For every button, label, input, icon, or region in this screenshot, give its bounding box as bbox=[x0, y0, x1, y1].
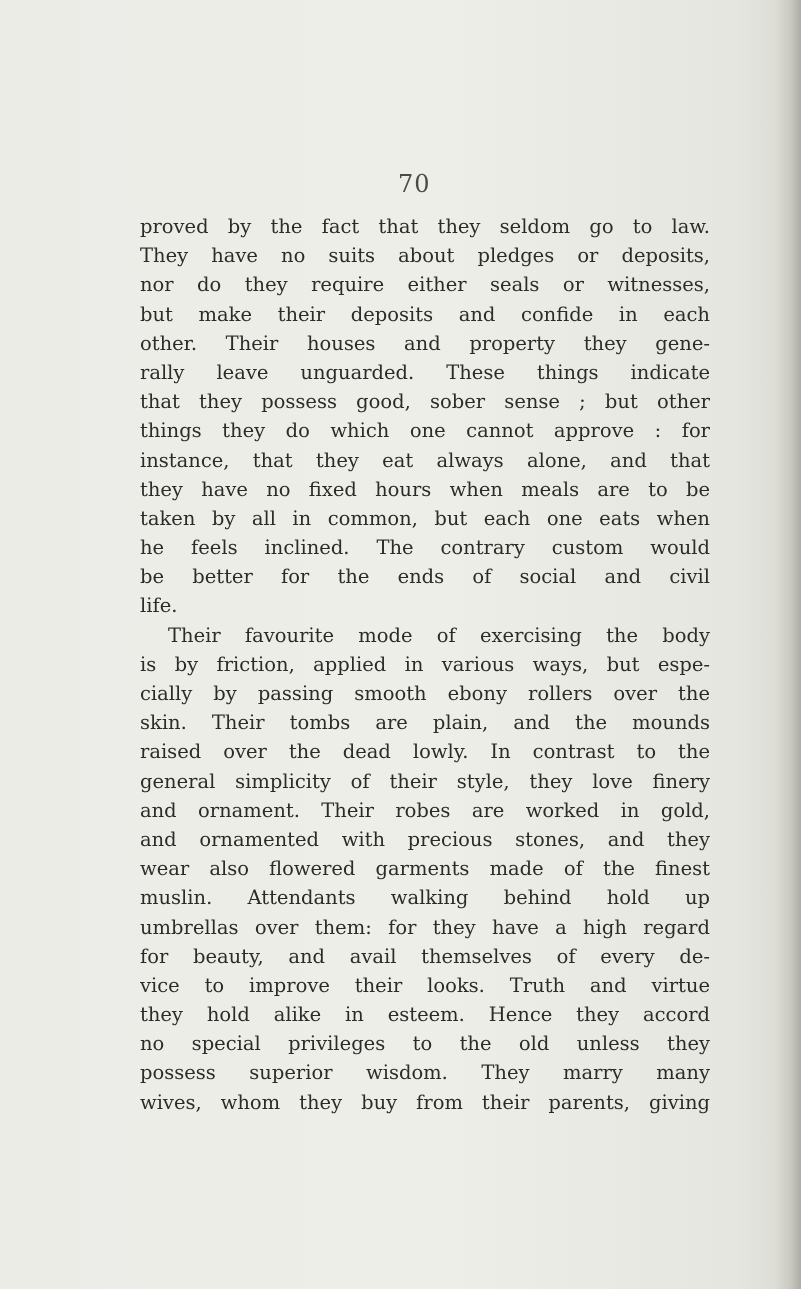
text-line: and ornament. Their robes are worked in gold, bbox=[140, 798, 710, 822]
text-line: he feels inclined. The contrary custom would bbox=[140, 536, 710, 560]
text-line: possess superior wisdom. They marry many bbox=[140, 1061, 710, 1085]
text-line: taken by all in common, but each one eats when bbox=[140, 506, 710, 530]
text-line: skin. Their tombs are plain, and the mounds bbox=[140, 711, 710, 735]
text-line: nor do they require either seals or witnesses, bbox=[140, 273, 710, 297]
text-line: general simplicity of their style, they love finery bbox=[140, 769, 710, 793]
text-line: is by friction, applied in various ways, but espe- bbox=[140, 652, 710, 676]
body-text bbox=[140, 212, 710, 1117]
text-line: be better for the ends of social and civil bbox=[140, 565, 710, 589]
text-line: things they do which one cannot approve : for bbox=[140, 419, 710, 443]
text-line: wear also flowered garments made of the finest bbox=[140, 857, 710, 881]
text-line: muslin. Attendants walking behind hold up bbox=[140, 886, 710, 910]
text-line: no special privileges to the old unless they bbox=[140, 1032, 710, 1056]
text-line-paragraph-start: Their favourite mode of exercising the body bbox=[168, 623, 710, 647]
text-line: they have no fixed hours when meals are to be bbox=[140, 477, 710, 501]
text-line: they hold alike in esteem. Hence they accord bbox=[140, 1003, 710, 1027]
page-edge-shadow bbox=[775, 0, 801, 1289]
text-line: umbrellas over them: for they have a high regard bbox=[140, 915, 710, 939]
text-line: cially by passing smooth ebony rollers over the bbox=[140, 682, 710, 705]
text-line: other. Their houses and property they gene- bbox=[140, 331, 710, 355]
text-line: wives, whom they buy from their parents, giving bbox=[140, 1090, 710, 1114]
text-line-paragraph-end: life. bbox=[140, 594, 178, 618]
page-number: 70 bbox=[398, 170, 431, 198]
text-line: but make their deposits and confide in each bbox=[140, 302, 710, 326]
text-line: for beauty, and avail themselves of every de- bbox=[140, 944, 710, 968]
text-line: They have no suits about pledges or deposits, bbox=[140, 244, 710, 268]
text-line: vice to improve their looks. Truth and virtue bbox=[140, 973, 710, 997]
text-line: and ornamented with precious stones, and they bbox=[140, 827, 710, 851]
text-line: rally leave unguarded. These things indicate bbox=[140, 360, 710, 384]
text-line: instance, that they eat always alone, and that bbox=[140, 448, 710, 472]
text-line: proved by the fact that they seldom go to law. bbox=[140, 215, 710, 238]
text-line: that they possess good, sober sense ; but other bbox=[140, 390, 710, 414]
text-line: raised over the dead lowly. In contrast to the bbox=[140, 740, 710, 764]
